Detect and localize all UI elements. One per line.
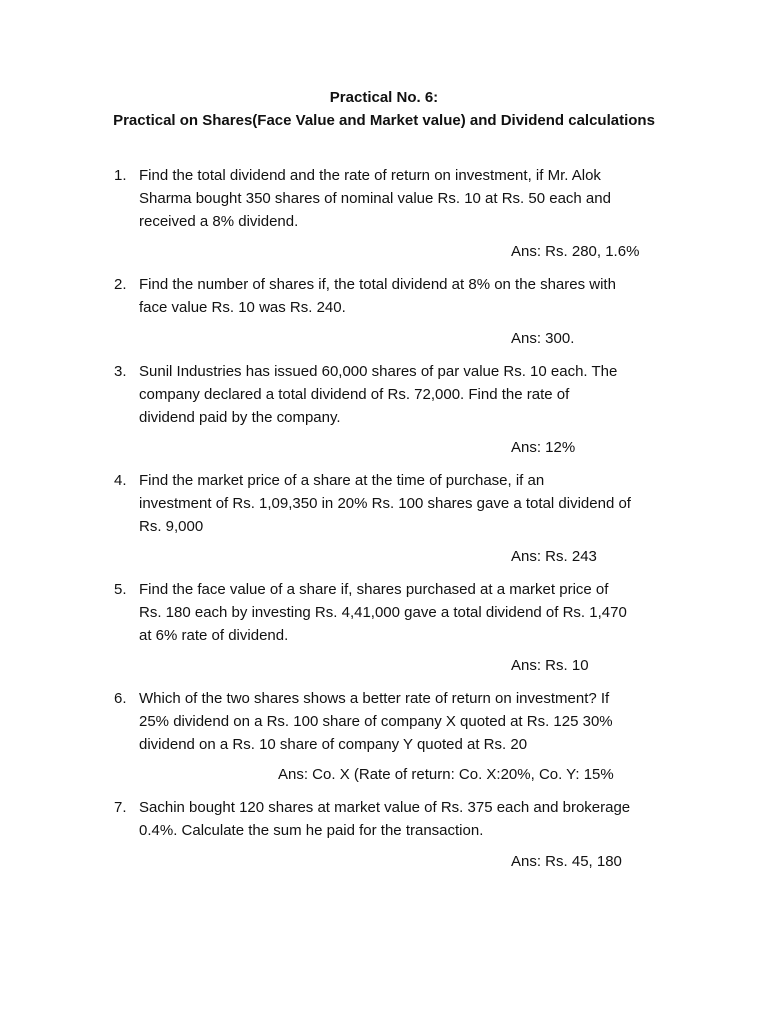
question-line: at 6% rate of dividend.	[139, 627, 289, 644]
question-line: Find the market price of a share at the time of purchase, if an	[139, 472, 545, 489]
question-line: 25% dividend on a Rs. 100 share of company X quoted at Rs. 125 30%	[139, 713, 613, 730]
question-line: Sachin bought 120 shares at market value of Rs. 375 each and brokerage	[139, 799, 631, 816]
question-line: Find the face value of a share if, shares purchased at a market price of	[139, 581, 609, 598]
question-line: dividend on a Rs. 10 share of company Y quoted at Rs. 20	[139, 736, 528, 753]
question-line: 0.4%. Calculate the sum he paid for the transaction.	[139, 822, 484, 839]
question-line: Rs. 180 each by investing Rs. 4,41,000 gave a total dividend of Rs. 1,470	[139, 604, 627, 621]
question-line: Rs. 9,000	[139, 518, 204, 535]
question-number: 5.	[114, 581, 127, 598]
question-line: Which of the two shares shows a better rate of return on investment? If	[139, 690, 610, 707]
answer-text: Ans: Rs. 45, 180	[511, 853, 622, 870]
question-number: 4.	[114, 472, 127, 489]
question-number: 1.	[114, 167, 127, 184]
answer-text: Ans: Co. X (Rate of return: Co. X:20%, Co. Y: 15%	[278, 766, 614, 783]
question-text	[139, 360, 679, 429]
question-number: 6.	[114, 690, 127, 707]
document-title: Practical No. 6:	[329, 89, 439, 106]
question-text	[139, 687, 679, 756]
question-number: 7.	[114, 799, 127, 816]
answer-text: Ans: 300.	[511, 330, 575, 347]
answer-text: Ans: Rs. 10	[511, 657, 589, 674]
question-text	[139, 164, 679, 233]
question-line: Find the number of shares if, the total dividend at 8% on the shares with	[139, 276, 616, 293]
answer-text: Ans: Rs. 280, 1.6%	[511, 243, 640, 260]
question-line: Sharma bought 350 shares of nominal value Rs. 10 at Rs. 50 each and	[139, 190, 611, 207]
question-line: investment of Rs. 1,09,350 in 20% Rs. 100 shares gave a total dividend of	[139, 495, 631, 512]
question-number: 3.	[114, 363, 127, 380]
question-line: company declared a total dividend of Rs. 72,000. Find the rate of	[139, 386, 570, 403]
document-subtitle: Practical on Shares(Face Value and Market value) and Dividend calculations	[113, 112, 655, 129]
question-text	[139, 273, 679, 319]
answer-text: Ans: Rs. 243	[511, 548, 597, 565]
question-text	[139, 469, 679, 538]
question-line: Find the total dividend and the rate of return on investment, if Mr. Alok	[139, 167, 601, 184]
question-line: received a 8% dividend.	[139, 213, 299, 230]
question-line: Sunil Industries has issued 60,000 shares of par value Rs. 10 each. The	[139, 363, 618, 380]
question-line: dividend paid by the company.	[139, 409, 341, 426]
question-line: face value Rs. 10 was Rs. 240.	[139, 299, 346, 316]
question-text	[139, 578, 679, 647]
question-number: 2.	[114, 276, 127, 293]
answer-text: Ans: 12%	[511, 439, 576, 456]
question-text	[139, 796, 679, 842]
